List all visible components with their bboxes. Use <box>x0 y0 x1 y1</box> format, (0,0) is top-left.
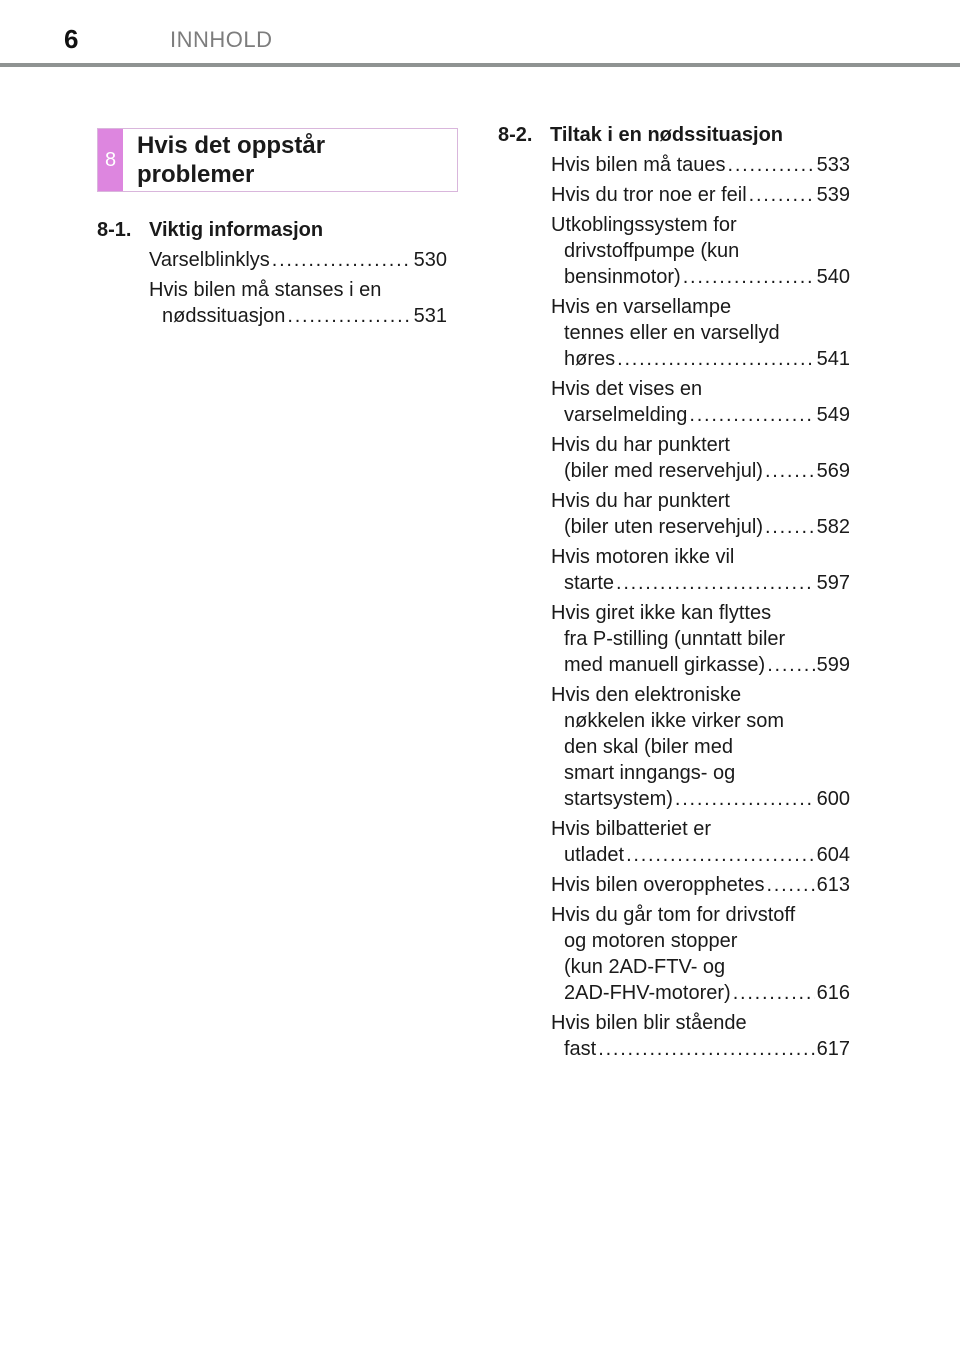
toc-page-number: 569 <box>816 460 850 482</box>
toc-entry-text: startsystem) <box>564 788 673 810</box>
toc-page-number: 549 <box>816 404 850 426</box>
toc-entry-text: fra P-stilling (unntatt biler <box>564 628 786 650</box>
chapter-number-tab: 8 <box>98 129 123 191</box>
toc-entry-text: starte <box>564 572 615 594</box>
toc-entry[interactable] <box>551 544 850 596</box>
toc-entry-text: fast <box>564 1038 597 1060</box>
toc-page-number: 599 <box>816 654 850 676</box>
toc-entry-text: høres <box>564 348 616 370</box>
toc-entry-text: varselmelding <box>564 404 688 426</box>
toc-entry-text: Hvis du tror noe er feil <box>551 184 747 206</box>
toc-entry-text: Varselblinklys <box>149 249 270 271</box>
dot-leader <box>272 247 412 273</box>
toc-entry[interactable] <box>551 816 850 868</box>
toc-entry-text: Hvis en varsellampe <box>551 296 732 318</box>
toc-entry-text: Hvis bilen blir stående <box>551 1012 747 1034</box>
chapter-title: Hvis det oppstår problemer <box>137 132 326 188</box>
page-header <box>0 0 960 70</box>
toc-page-number: 597 <box>816 572 850 594</box>
toc-entry[interactable] <box>149 247 447 273</box>
toc-page-number: 533 <box>816 154 850 176</box>
toc-entry-text: nøkkelen ikke virker som <box>564 710 785 732</box>
toc-entry-text: (biler uten reservehjul) <box>564 516 763 538</box>
toc-entry-text: Hvis den elektroniske <box>551 684 742 706</box>
toc-entry[interactable] <box>551 294 850 372</box>
toc-entry-text: Hvis det vises en <box>551 378 703 400</box>
toc-entry-text: (kun 2AD-FTV- og <box>564 956 726 978</box>
toc-section-8-1 <box>97 217 447 333</box>
toc-page-number: 541 <box>816 348 850 370</box>
toc-entry-text: og motoren stopper <box>564 930 738 952</box>
dot-leader <box>626 842 815 868</box>
toc-entry[interactable] <box>551 902 850 1006</box>
toc-page-number: 531 <box>413 305 447 327</box>
toc-entry-text: Hvis du går tom for drivstoff <box>551 904 796 926</box>
header-title: INNHOLD <box>170 27 273 52</box>
toc-entry-text: nødssituasjon <box>162 305 286 327</box>
toc-entry-text: smart inngangs- og <box>564 762 736 784</box>
dot-leader <box>766 872 814 898</box>
toc-entry[interactable] <box>551 488 850 540</box>
toc-entry-text: Hvis motoren ikke vil <box>551 546 735 568</box>
dot-leader <box>749 182 815 208</box>
toc-entry[interactable] <box>149 277 447 329</box>
toc-entry-text: Hvis bilbatteriet er <box>551 818 712 840</box>
toc-entry-text: Hvis du har punktert <box>551 490 730 512</box>
toc-page-number: 530 <box>413 249 447 271</box>
dot-leader <box>689 402 814 428</box>
dot-leader <box>287 303 411 329</box>
toc-entry[interactable] <box>551 376 850 428</box>
toc-entry-text: Hvis giret ikke kan flyttes <box>551 602 772 624</box>
toc-page-number: 582 <box>816 516 850 538</box>
section-title: Tiltak i en nødssituasjon <box>550 124 784 146</box>
toc-entry-text: Hvis bilen overopphetes <box>551 874 765 896</box>
toc-entries <box>498 152 850 1062</box>
toc-entry-text: Hvis du har punktert <box>551 434 730 456</box>
dot-leader <box>598 1036 814 1062</box>
toc-entry-text: Hvis bilen må stanses i en <box>149 279 382 301</box>
toc-entry-text: Hvis bilen må taues <box>551 154 726 176</box>
toc-entry-text: 2AD-FHV-motorer) <box>564 982 731 1004</box>
toc-entry-text: drivstoffpumpe (kun <box>564 240 740 262</box>
dot-leader <box>617 346 815 372</box>
toc-entry-text: (biler med reservehjul) <box>564 460 763 482</box>
dot-leader <box>765 458 815 484</box>
header-divider <box>0 63 960 67</box>
toc-entry-text: med manuell girkasse) <box>564 654 766 676</box>
dot-leader <box>675 786 815 812</box>
dot-leader <box>765 514 815 540</box>
page-number: 6 <box>64 24 79 54</box>
section-title: Viktig informasjon <box>149 219 324 241</box>
toc-page-number: 604 <box>816 844 850 866</box>
dot-leader <box>767 652 814 678</box>
toc-entry[interactable] <box>551 682 850 812</box>
toc-entry[interactable] <box>551 1010 850 1062</box>
toc-entries <box>97 247 447 329</box>
toc-page-number: 617 <box>816 1038 850 1060</box>
toc-entry[interactable] <box>551 182 850 208</box>
toc-section-8-2 <box>498 122 850 1066</box>
toc-page-number: 616 <box>816 982 850 1004</box>
dot-leader <box>616 570 815 596</box>
toc-page-number: 539 <box>816 184 850 206</box>
toc-entry[interactable] <box>551 432 850 484</box>
toc-page-number: 540 <box>816 266 850 288</box>
dot-leader <box>733 980 815 1006</box>
toc-entry[interactable] <box>551 152 850 178</box>
toc-entry-text: Utkoblingssystem for <box>551 214 737 236</box>
chapter-heading <box>97 128 458 192</box>
section-number: 8-1. <box>97 219 132 241</box>
section-number: 8-2. <box>498 124 533 146</box>
toc-entry[interactable] <box>551 212 850 290</box>
toc-entry-text: tennes eller en varsellyd <box>564 322 780 344</box>
toc-entry-text: utladet <box>564 844 625 866</box>
section-heading <box>498 122 850 148</box>
toc-page-number: 600 <box>816 788 850 810</box>
toc-entry[interactable] <box>551 872 850 898</box>
toc-entry[interactable] <box>551 600 850 678</box>
toc-entry-text: bensinmotor) <box>564 266 681 288</box>
toc-entry-text: den skal (biler med <box>564 736 733 758</box>
section-heading <box>97 217 447 243</box>
dot-leader <box>683 264 815 290</box>
toc-page-number: 613 <box>816 874 850 896</box>
dot-leader <box>728 152 815 178</box>
